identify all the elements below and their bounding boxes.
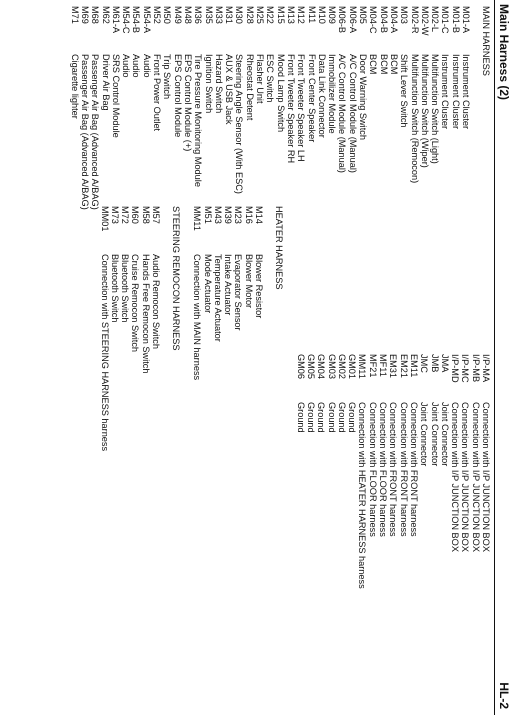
connector-name: Driver Air Bag [100,54,111,111]
connector-row [243,206,253,380]
connector-code: MM11 [357,354,368,379]
connector-code: M06-A [347,6,358,34]
connector-name: Passenger Air Bag (Advanced A/BAG) [90,54,101,210]
connector-code: M68 [90,6,101,24]
connector-name: Audio [141,54,152,78]
connector-name: Intake Actuator [223,254,234,316]
connector-row [326,354,336,589]
connector-code: GM06 [295,354,306,380]
connector-row [378,6,388,210]
page-title: Main Harness (2) [497,4,511,101]
connector-row [111,6,121,210]
connector-name: BCM [378,54,389,75]
connector-name: Ground [305,402,316,433]
connector-name: Data Link Connector [316,54,327,138]
steering-remocon-list [99,206,161,451]
connector-code: M58 [140,206,151,224]
main-harness-title: MAIN HARNESS [481,6,491,76]
connector-name: Audio Remocon Switch [151,254,161,349]
connector-row [358,6,368,210]
connector-row [183,6,193,210]
connector-name: Instrument Cluster [450,54,461,130]
connector-code: EM21 [398,354,409,379]
connector-code: M57 [151,206,161,224]
connector-row [306,6,316,210]
connector-row [481,354,491,589]
connector-name: Connection with FRONT harness [388,402,399,537]
connector-name: Connection with I/P JUNCTION BOX [481,402,491,552]
connector-name: Joint Connector [429,402,440,467]
connector-row [140,206,150,451]
connector-row [213,206,223,380]
connector-name: Temperature Actuator [212,254,223,342]
connector-row [151,206,161,451]
connector-row [80,6,90,210]
connector-code: M12 [296,6,307,24]
connector-name: Audio [131,54,142,78]
header-divider [494,0,495,715]
connector-row [234,6,244,210]
connector-row [255,6,265,210]
connector-code: M33 [213,6,224,24]
connector-name: Steering Angle Sensor (With ESC) [234,54,245,194]
connector-row [389,6,399,210]
connector-name: Tire Pressure Monitoring Module [193,54,204,187]
connector-name: Ground [336,402,347,433]
connector-code: M05 [358,6,369,24]
connector-code: M06-B [337,6,348,34]
connector-code: M11 [306,6,317,24]
connector-row [286,6,296,210]
connector-row [347,354,357,589]
connector-name: Multifunction Switch (Remocon) [409,54,420,184]
connector-name: Instrument Cluster [461,54,471,130]
connector-row [399,6,409,210]
connector-row [162,6,172,210]
connector-row [409,6,419,210]
connector-code: M60 [130,206,141,224]
connector-code: M43 [212,206,223,224]
steering-remocon-harness-title: STEERING REMOCON HARNESS [171,206,181,351]
connector-row [429,354,439,589]
connector-name: Connection with FRONT harness [408,402,419,537]
connector-code: I/P-MD [450,354,461,383]
connector-name: Connection with MAIN harness [192,254,203,381]
connector-row [214,6,224,210]
connector-code: M72 [120,206,131,224]
connector-name: Blower Motor [243,254,254,309]
connector-row [367,354,377,589]
connector-code: M01-C [440,6,451,34]
connector-code: JMC [419,354,430,373]
connector-name: EPS Control Module (+) [182,54,193,152]
connector-name: Trip Switch [162,54,173,100]
connector-code: M02-L [430,6,441,33]
connector-name: Audio [121,54,132,78]
main-harness-list [69,6,471,210]
connector-name: BCM [388,54,399,75]
connector-row [398,354,408,589]
connector-name: Front Power Outlet [152,54,163,132]
connector-code: M73 [109,206,120,224]
connector-name: Cruise Remocon Switch [130,254,141,353]
connector-name: SRS Control Module [110,54,121,138]
connector-code: M23 [233,206,244,224]
connections-list [295,354,491,589]
connector-name: Instrument Cluster [440,54,451,130]
connector-code: MM01 [99,206,110,232]
connector-code: M54-A [141,6,152,34]
connector-row [409,354,419,589]
connector-name: Front Tweeter Speaker LH [296,54,307,162]
connector-name: Mode Actuator [202,254,213,314]
connector-row [420,6,430,210]
connector-name: Multifunction Switch (Wiper) [419,54,430,168]
connector-name: Ground [316,402,327,433]
connector-code: M36 [193,6,204,24]
connector-code: GM03 [326,354,337,380]
connector-code: M50 [162,6,173,24]
connector-code: M30 [234,6,245,24]
connector-name: Ground [347,402,358,433]
connector-code: M35 [203,6,214,24]
connector-code: JMB [429,354,440,373]
connector-row [110,206,120,451]
connector-name: EPS Control Module [172,54,183,138]
connector-code: M04-B [378,6,389,34]
connector-row [172,6,182,210]
connector-name: Connection with FLOOR harness [378,402,389,537]
connector-row [296,6,306,210]
connector-row [317,6,327,210]
connector-code: MF11 [378,354,389,377]
connector-name: Blower Resistor [254,254,264,319]
connector-row [90,6,100,210]
connector-code: M10 [316,6,327,24]
connector-code: GM01 [347,354,358,380]
connector-row [233,206,243,380]
connector-code: M22 [265,6,276,24]
connector-code: EM11 [408,354,419,378]
connector-row [337,6,347,210]
connector-row [69,6,79,210]
connector-name: Multifunction Switch (Light) [430,54,441,164]
connector-row [275,6,285,210]
connector-row [450,6,460,210]
connector-name: Door Warning Switch [358,54,369,140]
connector-name: Flasher Unit [255,54,266,104]
heater-harness-title: HEATER HARNESS [274,206,284,290]
connector-row [131,6,141,210]
connector-code: M03 [399,6,410,24]
connector-row [244,6,254,210]
connector-code: I/P-MA [481,354,491,383]
connector-code: M04-A [388,6,399,34]
connector-code: I/P-MC [460,354,471,383]
page-code: HL-2 [497,682,511,709]
connector-name: ESC Switch [265,54,276,103]
connector-code: M49 [172,6,183,24]
connector-code: GM04 [316,354,327,380]
connector-code: M54-B [131,6,142,34]
connector-code: GM05 [305,354,316,380]
connector-name: Front Tweeter Speaker RH [285,54,296,164]
connector-row [306,354,316,589]
connector-code: M02-R [409,6,420,34]
connector-row [142,6,152,210]
connector-name: Connection with I/P JUNCTION BOX [470,402,481,552]
connector-row [327,6,337,210]
connector-row [440,6,450,210]
connector-code: M28 [244,6,255,24]
connector-code: EM31 [388,354,399,379]
connector-row [254,206,264,380]
connector-row [120,206,130,451]
connector-row [440,354,450,589]
connector-code: GM02 [336,354,347,380]
connector-code: M01-B [450,6,461,34]
connector-code: M69 [80,6,91,24]
connector-code: M13 [285,6,296,24]
connector-code: M16 [243,206,254,224]
connector-name: Hazard Switch [213,54,224,114]
connector-code: M09 [327,6,338,24]
connector-code: M48 [182,6,193,24]
connector-name: Connection with FRONT harness [398,402,409,537]
connector-code: I/P-MB [470,354,481,383]
connector-row [265,6,275,210]
connector-name: BCM [368,54,379,75]
connector-name: Immobilizer Module [327,54,338,134]
connector-name: Front Center Speaker [306,54,317,143]
connector-code: M52 [152,6,163,24]
connector-row [450,354,460,589]
connector-row [121,6,131,210]
connector-name: Bluetooth Switch [109,254,120,323]
connector-name: Evaporator Sensor [233,254,244,331]
connector-row [130,206,140,451]
connector-name: Cigarette lighter [69,54,80,119]
connector-code: M02-W [419,6,430,36]
connector-name: A/C Control Module (Manual) [337,54,348,173]
connector-row [316,354,326,589]
connector-name: Ground [326,402,337,433]
connector-code: MF21 [367,354,378,378]
connector-row [337,354,347,589]
connector-code: MM11 [192,206,203,231]
connector-row [202,206,212,380]
connector-row [347,6,357,210]
connector-code: JMA [439,354,450,373]
connector-code: M39 [223,206,234,224]
connector-row [203,6,213,210]
connector-row [192,206,202,380]
connector-row [152,6,162,210]
connector-name: Ground [295,402,306,433]
connector-row [357,354,367,589]
connector-row [193,6,203,210]
connector-name: Joint Connector [419,402,430,467]
connector-code: M71 [69,6,80,24]
connector-name: Connection with I/P JUNCTION BOX [450,402,461,552]
connector-code: M61-A [110,6,121,34]
connector-name: Ignition Switch [203,54,214,114]
connector-name: A/C Control Module (Manual) [347,54,358,173]
connector-name: Connection with STEERING HARNESS harness [99,254,110,452]
connector-row [461,6,471,210]
connector-row [100,6,110,210]
connector-row [224,6,234,210]
connector-code: M01-A [461,6,471,34]
connector-code: M54-C [121,6,132,34]
connector-name: Joint Connector [439,402,450,467]
connector-row [99,206,109,451]
connector-name: Bluetooth Switch [120,254,131,323]
connector-name: Connection with FLOOR harness [367,402,378,537]
connector-row [368,6,378,210]
connector-name: Connection with HEATER HARNESS harness [357,402,368,589]
connector-name: Hands Free Remocon Switch [140,254,151,374]
connector-name: Passenger Air Bag (Advanced A/BAG) [80,54,91,210]
connector-code: M25 [255,6,266,24]
connector-code: M15 [275,6,286,24]
connector-name: Connection with I/P JUNCTION BOX [460,402,471,552]
connector-code: M62 [100,6,111,24]
connector-row [470,354,480,589]
connector-row [295,354,305,589]
connector-row [223,206,233,380]
connector-row [378,354,388,589]
connector-name: Shift Lever Switch [399,54,410,128]
connector-row [430,6,440,210]
connector-row [419,354,429,589]
connector-name: Rheostat Detent [244,54,255,121]
heater-harness-list [192,206,264,380]
connector-name: Mood Lamp Switch [275,54,286,133]
connector-code: M31 [224,6,235,24]
connector-code: M51 [202,206,213,224]
connector-row [460,354,470,589]
connector-code: M14 [254,206,264,224]
connector-row [388,354,398,589]
connector-code: M04-C [368,6,379,34]
connector-name: AUX & USB Jack [224,54,235,125]
